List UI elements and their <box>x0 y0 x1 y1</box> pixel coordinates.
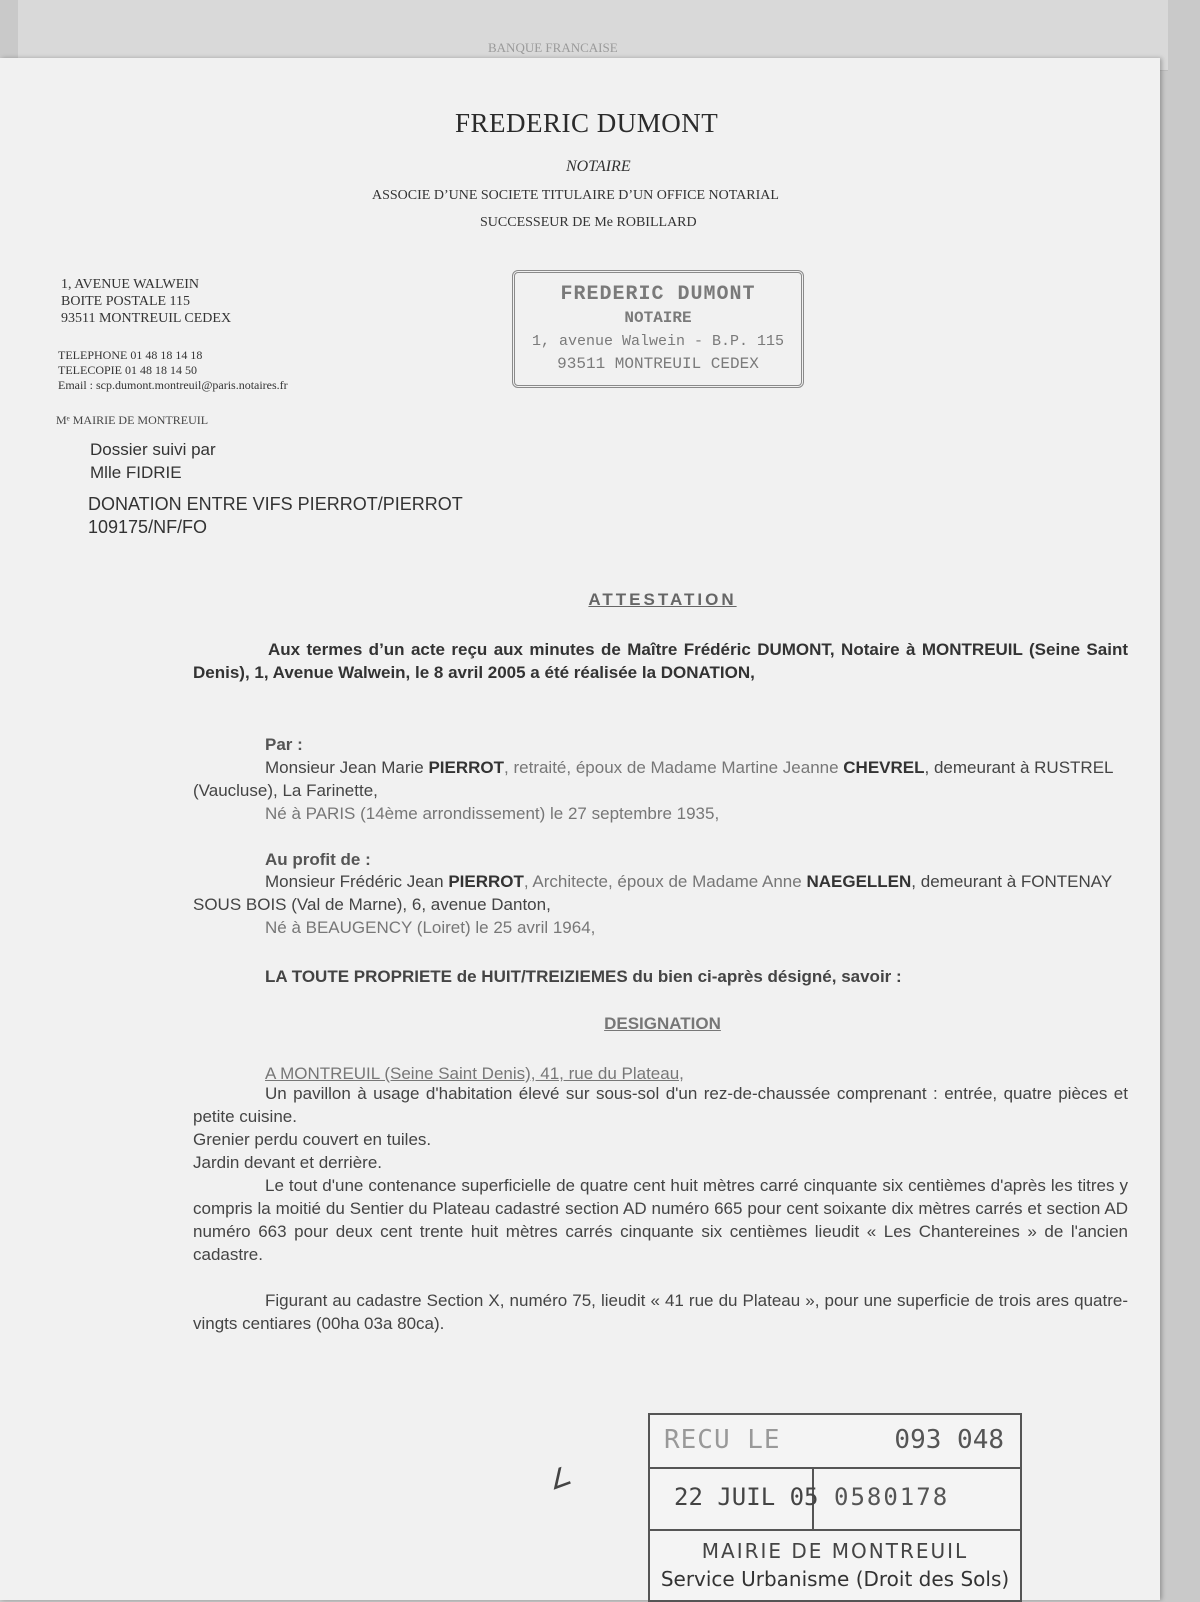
address-line: 93511 MONTREUIL CEDEX <box>61 311 232 326</box>
description-line: Grenier perdu couvert en tuiles. <box>193 1130 432 1149</box>
donor-residence: , demeurant à RUSTREL (Vaucluse), La Farinette, <box>193 758 1113 800</box>
stamp-office: MAIRIE DE MONTREUIL <box>701 1539 969 1563</box>
document-page <box>0 58 1160 1600</box>
received-stamp <box>648 1413 1022 1602</box>
description-line: Jardin devant et derrière. <box>193 1153 382 1172</box>
underlying-sheet-text: BANQUE FRANCAISE <box>488 40 618 55</box>
stamp-address: 1, avenue Walwein - B.P. 115 <box>531 333 785 350</box>
stamp-name: FREDERIC DUMONT <box>560 283 756 306</box>
description-line: Un pavillon à usage d'habitation élevé sur sous-sol d'un rez-de-chaussée comprenant : entrée, quatre pièces et petite cuisine. <box>193 1084 1128 1126</box>
signature-mark: ∠ <box>543 1459 576 1497</box>
donor-identity <box>193 756 1128 802</box>
notary-successor: SUCCESSEUR DE Me ROBILLARD <box>480 215 697 230</box>
description-line: Le tout d'une contenance superficielle de quatre cent huit mètres carré cinquante six centièmes d'après les titres y compris la moitié du Sentier du Plateau cadastré section AD numéro 665 pour cent soixante dix mètres carrés et section AD numéro 663 pour deux cent trente huit mètres carrés cinquante six centièmes lieudit « Les Chantereines » de l'ancien cadastre. <box>193 1176 1128 1264</box>
designation-title-text: DESIGNATION <box>604 1014 721 1033</box>
stamp-row <box>650 1531 1020 1600</box>
notary-stamp <box>512 270 804 388</box>
stamp-service: Service Urbanisme (Droit des Sols) <box>660 1567 1010 1591</box>
telecopie: TELECOPIE 01 48 18 14 50 <box>58 363 197 377</box>
reference-title: DONATION ENTRE VIFS PIERROT/PIERROT <box>88 494 463 514</box>
attestation-title-text: ATTESTATION <box>588 590 737 609</box>
telephone: TELEPHONE 01 48 18 14 18 <box>58 348 203 362</box>
designation-title <box>0 1014 1160 1034</box>
stamp-row <box>650 1415 1020 1469</box>
notary-association: ASSOCIE D’UNE SOCIETE TITULAIRE D’UN OFFICE NOTARIAL <box>372 188 779 203</box>
cadastre-line: Figurant au cadastre Section X, numéro 75, lieudit « 41 rue du Plateau », pour une superficie de trois ares quatre-vingts centiares (00ha 03a 80ca). <box>193 1291 1128 1333</box>
donee-text: Monsieur Frédéric Jean <box>265 872 449 891</box>
stamp-code: 0580178 <box>834 1483 950 1511</box>
donee-birth: Né à BEAUGENCY (Loiret) le 25 avril 1964, <box>265 918 596 937</box>
reference-code: 109175/NF/FO <box>88 517 208 537</box>
stamp-received-number: 093 048 <box>894 1425 1004 1455</box>
address-line: 1, AVENUE WALWEIN <box>61 277 200 292</box>
office-contact <box>58 348 288 393</box>
property-description <box>193 1082 1128 1335</box>
dossier-person: Mlle FIDRIE <box>90 463 182 482</box>
par-label: Par : <box>265 735 303 754</box>
donor-text: Monsieur Jean Marie <box>265 758 429 777</box>
stamp-role: NOTAIRE <box>624 309 692 327</box>
attestation-title <box>0 590 1160 610</box>
donee-spouse-surname: NAEGELLEN <box>806 872 912 891</box>
stamp-city: 93511 MONTREUIL CEDEX <box>557 355 759 373</box>
stamp-row <box>650 1469 1020 1531</box>
property-statement: LA TOUTE PROPRIETE de HUIT/TREIZIEMES du bien ci-après désigné, savoir : <box>265 967 902 986</box>
email: Email : scp.dumont.montreuil@paris.notaires.fr <box>58 378 288 392</box>
donor-birth: Né à PARIS (14ème arrondissement) le 27 septembre 1935, <box>265 804 720 823</box>
office-address <box>61 276 231 327</box>
intro-text: Aux termes d’un acte reçu aux minutes de Maître Frédéric DUMONT, Notaire à MONTREUIL (Seine Saint Denis), 1, Avenue Walwein, le 8 avril 2005 a été réalisée la DONATION, <box>193 640 1128 682</box>
attestation-intro <box>193 638 1128 684</box>
donor-block <box>193 756 1128 825</box>
profit-label: Au profit de : <box>265 850 371 869</box>
dossier-label: Dossier suivi par <box>90 440 216 459</box>
donee-identity <box>193 870 1128 916</box>
donee-text: , Architecte, époux de Madame Anne <box>523 872 807 891</box>
donee-residence: , demeurant à FONTENAY SOUS BOIS (Val de Marne), 6, avenue Danton, <box>193 872 1112 914</box>
donor-spouse-surname: CHEVREL <box>843 758 925 777</box>
donor-surname: PIERROT <box>428 758 505 777</box>
file-reference <box>88 493 463 539</box>
donee-surname: PIERROT <box>448 872 524 891</box>
notary-name: FREDERIC DUMONT <box>455 108 719 138</box>
notary-role: NOTAIRE <box>566 158 631 175</box>
donor-text: , retraité, époux de Madame Martine Jeanne <box>504 758 844 777</box>
property-location: A MONTREUIL (Seine Saint Denis), 41, rue du Plateau, <box>265 1064 684 1083</box>
donee-block <box>193 870 1128 939</box>
stamp-date: 22 JUIL 05 <box>674 1483 819 1511</box>
stamp-received-label: RECU LE <box>664 1425 781 1455</box>
dossier-handler <box>90 438 216 484</box>
recipient: Mᵉ MAIRIE DE MONTREUIL <box>56 413 209 427</box>
address-line: BOITE POSTALE 115 <box>61 294 191 309</box>
